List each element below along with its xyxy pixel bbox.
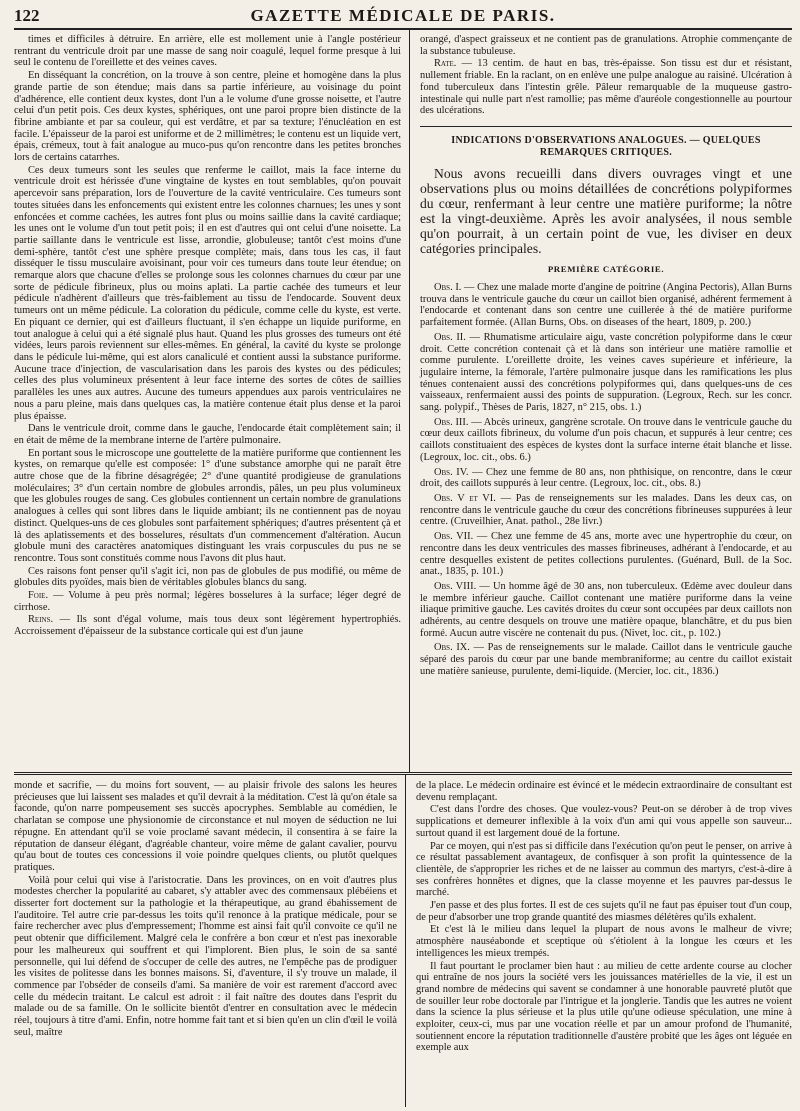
feuilleton-paragraph: Voilà pour celui qui vise à l'aristocratie. Dans les provinces, on en voit d'autres plus modestes chercher la popularité au cabaret, s'y attabler avec des commensaux plébéiens et disserter fort doctement sur la pathologie et la thérapeutique, au grand ébahissement de l'auditoire. Tel autre crie par-dessus les toits qu'il renonce à la pratique médicale, pour se faire rechercher avec plus d'empressement; l'homme est ainsi fait qu'il convoite ce qu'il ne peut obtenir que difficilement. Malgré cela le confrère a bon cœur et n'est pas inexorable pour les malheureux qui souffrent et qui l'implorent. Bien plus, le soin de sa santé personnelle, qui lui défend de s'occuper de celle des autres, ne l'empêche pas de prodiguer les visites de politesse dans les bonnes maisons. Si, d'aventure, il s'y trouve un malade, il commence par l'obséder de conseils d'ami. Sa manière de voir est rarement d'accord avec celle du médecin traitant. Le calcul est adroit : il fait naître des doutes dans l'esprit du malade ou de sa famille. On le sollicite bientôt d'entrer en consultation avec le médecin réel, toujours à titre d'ami. Enfin, notre homme fait tant et si bien qu'en un clin d'œil le voilà seul, maître [14,874,397,1038]
feuilleton-section [14,775,792,1107]
article-paragraph: Ces deux tumeurs sont les seules que renferme le caillot, mais la face interne du ventricule droit est hérissée d'une vingtaine de kystes en tout semblables, qu'on pouvait apercevoir sans préparation, lors de l'ouverture de la cavité ventriculaire. Ces tumeurs sont toutes situées dans les enfoncements qui existent entre les colonnes charnues; les unes y sont enfoncées et comme cachées, les autres font plus ou moins saillie dans la cavité cardiaque; les unes ont le volume d'un tout petit pois; il en est d'autres qui ont celui d'une noisette. La partie saillante dans le ventricule est lisse, arrondie, globuleuse; tantôt c'est moins d'une demi-sphère, tantôt c'est une sphère presque complète; mais, dans tous les cas, il faut disséquer le tissu musculaire avoisinant, pour voir ces tumeurs dans toute leur étendue; on remarque alors que chacune d'elles se prolonge sous les colonnes charnues du cœur par une sorte de pédicule fibrineux, plus ou moins aplati. La partie cachée des tumeurs et leur pédicule n'adhèrent d'ailleurs que très-faiblement au tissu de l'endocarde. Souvent deux tumeurs ont un même pédicule. La coloration du pédicule, comme celle du kyste, est verte. En piquant ce dernier, qui est d'ailleurs fluctuant, il s'en échappe un liquide puriforme, en tout analogue à celui qui a été signalé plus haut. Quand les plus grosses des tumeurs ont été vidées, leurs parois reviennent sur elles-mêmes. En général, la cavité du kyste se prolonge dans le pédicule lui-même, qui est alors canaliculé et contient aussi la substance puriforme. Aucune trace d'injection, de vascularisation dans les parois des kystes ou des pédicules; celles des plus volumineux présentent à leur face interne des sortes de côtes de saillies parallèles les unes aux autres. Aucune des tumeurs appendues aux parois ventriculaires ne nous a paru pleine, mais dans quelques cas, la matière contenue était plus dense et la paroi plus épaisse. [14,164,401,422]
article-paragraph: Dans le ventricule droit, comme dans le gauche, l'endocarde était complètement sain; il en était de même de la membrane interne de l'artère pulmonaire. [14,423,401,446]
organ-text: — 13 centim. de haut en bas, très-épaisse. Son tissu est dur et résistant, nullement friable. En la raclant, on en enlève une pulpe analogue au raisiné. Ulcération à fond tuberculeux dans l'intestin grêle. Pâleur remarquable de la muqueuse gastro-intestinale qui nulle part n'est ramollie; pas même d'auréole congestionnelle au pourtour des ulcérations. [420,58,792,117]
article-paragraph: En disséquant la concrétion, on la trouve à son centre, pleine et homogène dans la plus grande partie de son étendue; mais dans sa partie inférieure, au voisinage du point d'adhérence, elle contient deux kystes, dont l'un a le volume d'une grosse noisette, et l'autre celui d'un petit pois. Ces deux kystes, sphériques, ont une paroi propre bien distincte de la fibrine ambiante et par sa couleur, qui est verdâtre, et par sa texture; l'énucléation en est facile. L'épaisseur de la paroi est uniforme et de 2 millimètres; le contenu est un liquide vert, épais, crémeux, tout à fait analogue au muco-pus qu'on rencontre dans les petites bronches lors de certains catarrhes. [14,70,401,164]
feuilleton-paragraph: J'en passe et des plus fortes. Il est de ces sujets qu'il ne faut pas épuiser tout d'un coup, de peur d'absorber une trop grande quantité des miasmes délétères qu'ils exhalent. [416,900,792,923]
feuilleton-left-column [14,775,406,1107]
organ-label: Rate. [434,58,457,70]
observation-label: Obs. VIII. [434,580,477,592]
page-header [14,0,792,30]
observation-text: — Rhumatisme articulaire aigu, vaste concrétion polypiforme dans le cœur droit. Cette concrétion contenait çà et là dans son intérieur une matière ramollie et comme purulente. L'oreillette droite, les veines caves supérieure et inférieure, la jugulaire interne, la fémorale, l'artère pulmonaire jusque dans les ramifications les plus ténues contenaient aussi des concrétions polypiformes qui, dans quelques-uns de ces vaisseaux, renfermaient aussi des points de suppuration. (Legroux, Rech. sur les concr. sang. polypif., Thèses de Paris, 1827, n° 215, obs. 1.) [420,331,792,414]
observation-1 [420,282,792,329]
upper-left-column [14,30,410,772]
observation-text: — Abcès urineux, gangrène scrotale. On trouve dans le ventricule gauche du cœur deux caillots fibrineux, du volume d'un pois chacun, et suppurés à leur centre; ces caillots constituaient des espèces de kystes dont la surface interne était blanche et lisse. (Legroux, loc. cit., obs. 6.) [420,416,792,463]
observation-5-6 [420,493,792,528]
observation-text: — Pas de renseignements sur le malade. Caillot dans le ventricule gauche séparé des parois du cœur par une bande membraniforme; au centre du caillot existait une matière sanieuse, purulente, demi-liquide. (Mercier, loc. cit., 1836.) [420,642,792,677]
observation-text: — Chez une malade morte d'angine de poitrine (Angina Pectoris), Allan Burns trouva dans le ventricule gauche du cœur un caillot bien organisé, adhérent fermement à l'endocarde et contenant dans son centre une cuillerée à thé de matière puriforme parfaitement formée. (Allan Burns, Obs. on diseases of the heart, 1809, p. 200.) [420,282,792,329]
observation-label: Obs. IV. [434,466,469,478]
article-continuation: orangé, d'aspect graisseux et ne contient pas de granulations. Atrophie commençante de la substance tubuleuse. [420,34,792,57]
observation-text: — Chez une femme de 45 ans, morte avec une hypertrophie du cœur, on rencontre dans les deux ventricules des masses fibrineuses, adhérant à l'endocarde, et au centre desquelles existent de petites collections purulentes. (Guénard, Bull. de la Soc. anat., 1835, p. 101.) [420,531,792,578]
organ-text: — Ils sont d'égal volume, mais tous deux sont légèrement hypertrophiés. Accroissement d'épaisseur de la substance corticale qui est d'un jaune [14,614,401,638]
organ-reins-paragraph [14,614,401,637]
observation-2 [420,332,792,414]
feuilleton-paragraph: C'est dans l'ordre des choses. Que voulez-vous? Peut-on se dérober à de trop vives supplications et demeurer inflexible à la voix d'un ami qui vous appelle son sauveur... surtout quand il est largement doué de la fortune. [416,804,792,839]
observation-label: Obs. V et VI. [434,492,496,504]
feuilleton-paragraph: Par ce moyen, qui n'est pas si difficile dans l'exécution qu'on peut le penser, on arrive à ce résultat passablement avantageux, de confisquer à son profit la quintessence de la clientèle, de s'approprier les riches et de ne laisser au commun des martyrs, c'est-à-dire à ses confrères honnêtes et dignes, que la classe moyenne et les pauvres par-dessus le marché. [416,840,792,899]
feuilleton-paragraph: Il faut pourtant le proclamer bien haut : au milieu de cette ardente course au clocher qui entraîne de nos jours la société vers les jouissances matérielles de la vie, il est un grand nombre de médecins qui savent se condamner à une honorable pauvreté plutôt que de souiller leur robe doctorale par l'intrigue et la jonglerie. Tandis que les autres ne voient dans la science la plus sérieuse et la plus utile qu'une odieuse spéculation, une mine à exploiter, ceux-ci, mus par une vocation réelle et par un amour profond de l'humanité, soutiennent encore la réputation traditionnelle d'austère probité que les âges ont léguée en exemple aux [416,960,792,1054]
feuilleton-paragraph: Et c'est là le milieu dans lequel la plupart de nous avons le malheur de vivre; atmosphère nauséabonde et sceptique où s'étiolent à la longue les cœurs et les intelligences les mieux trempés. [416,924,792,959]
observation-text: — Chez une femme de 80 ans, non phthisique, on rencontre, dans le cœur droit, des caillots suppurés à leur centre. (Legroux, loc. cit., obs. 8.) [420,466,792,490]
page-number: 122 [14,6,40,25]
observation-4 [420,467,792,490]
observation-text: — Un homme âgé de 30 ans, non tuberculeux. Œdème avec douleur dans le membre inférieur gauche. Caillot contenant une matière puriforme dans la veine iliaque primitive gauche. Les cavités droites du cœur sont occupées par deux caillots non adhérents, au centre desquels on trouve une matière opaque, blanchâtre, et du pus bien formé. Aucun autre viscère ne contenait du pus. (Nivet, loc. cit., p. 102.) [420,580,792,639]
article-paragraph: En portant sous le microscope une gouttelette de la matière puriforme que contiennent les kystes, on remarque qu'elle est composée: 1° d'une substance amorphe qui ne paraît être autre chose que de la fibrine désagrégée; 2° d'une quantité prodigieuse de granulations moléculaires; 3° d'un certain nombre de globules arrondis, pâles, un peu plus volumineux que les globules rouges de sang. Ces globules contiennent un certain nombre de granulations analogues à celles qui sont libres dans le liquide ambiant; ils ne contiennent pas de noyau distinct. Quelques-uns de ces globules sont parfaitement sphériques; d'autres présentent çà et là des aplatissements et des bosselures, résultats d'un commencement d'altération. Aucun globule muni des caractères anatomiques distinguant les vrais corpuscules du pus ne se rencontre. Tous sont constitués comme nous l'avons dit plus haut. [14,447,401,564]
observation-label: Obs. VII. [434,531,474,543]
organ-text: — Volume à peu près normal; légères bosselures à la surface; léger degré de cirrhose. [14,590,402,613]
organ-label: Reins. [28,614,54,626]
feuilleton-paragraph: de la place. Le médecin ordinaire est évincé et le médecin extraordinaire de consultant est devenu remplaçant. [416,780,792,803]
article-paragraph: times et difficiles à détruire. En arrière, elle est mollement unie à l'angle postérieur rentrant du ventricule droit par une masse de sang noir coagulé, lequel forme presque à lui seul le contenu de l'oreillette et des veines caves. [14,34,401,69]
organ-label: Foie. [28,590,49,602]
observation-9 [420,642,792,677]
journal-title: GAZETTE MÉDICALE DE PARIS. [250,6,556,25]
feuilleton-paragraph: monde et sacrifie, — du moins fort souvent, — au plaisir frivole des salons les heures précieuses que lui laissent ses malades et qu'il devrait à la méditation. C'est là qu'on étale sa faconde, qu'on narre pompeusement ses succès apocryphes. Semblable au comédien, le charlatan se compose une physionomie de circonstance et nul moyen de séduction ne lui répugne. En attendant qu'il se voie proclamé savant médecin, il consentira à se faire la réputation de danseur élégant, d'agréable chanteur, voire même de galant cavalier, pourvu qu'au bout de toutes ces concessions il voie poindre quelques clients, ou plutôt quelques pratiques. [14,780,397,873]
observation-label: Obs. III. [434,416,469,428]
article-paragraph: Ces raisons font penser qu'il s'agit ici, non pas de globules de pus modifié, ou même de globules dits pyoïdes, mais bien de véritables globules blancs du sang. [14,565,401,589]
observation-7 [420,531,792,578]
upper-section [14,30,792,772]
section-heading: INDICATIONS D'OBSERVATIONS ANALOGUES. — QUELQUES REMARQUES CRITIQUES. [420,126,792,158]
organ-rate-paragraph [420,58,792,117]
category-heading: PREMIÈRE CATÉGORIE. [547,264,665,275]
organ-foie-paragraph [14,590,401,613]
observation-label: Obs. II. [434,331,466,343]
upper-right-column [410,30,792,772]
observation-text: — Pas de renseignements sur les malades. Dans les deux cas, on rencontre dans le ventricule gauche du cœur des concrétions fibrineuses suppurées à leur centre. (Cruveilhier, Anat. pathol., 28e livr.) [420,492,792,528]
observation-label: Obs. I. [434,282,462,294]
observation-8 [420,581,792,640]
observation-3 [420,417,792,464]
intro-paragraph: Nous avons recueilli dans divers ouvrages vingt et une observations plus ou moins détaillées de concrétions polypiformes du cœur, renfermant à leur centre une matière puriforme; la nôtre est la vingt-deuxième. Après les avoir analysées, il nous semble qu'on pourrait, à un certain point de vue, les diviser en deux catégories principales. [420,166,792,257]
observation-label: Obs. IX. [434,642,470,654]
feuilleton-right-column [406,775,792,1107]
